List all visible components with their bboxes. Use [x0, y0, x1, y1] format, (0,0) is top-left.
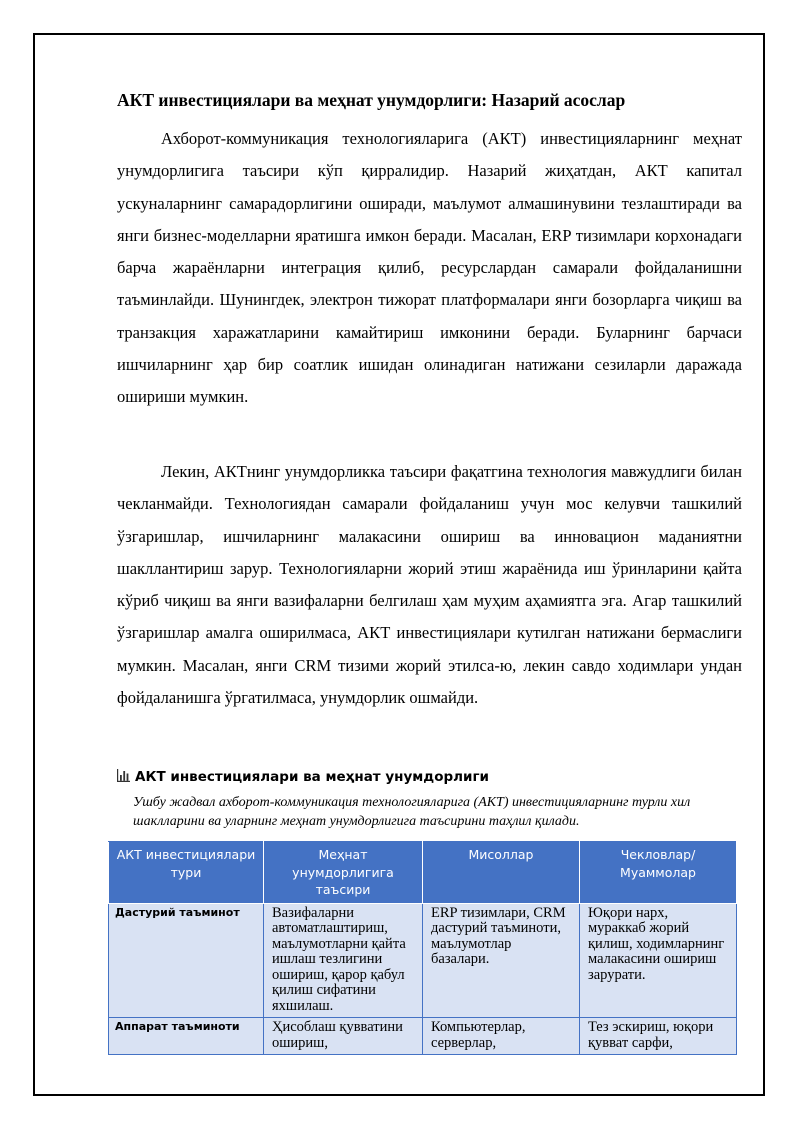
- row-impact: Вазифаларни автоматлаштириш, маълумотларни қайта ишлаш тезлигини ошириш, қарор қабул қилиш сифатини яхшилаш.: [264, 903, 423, 1018]
- header-investment-type: АКТ инвестициялари тури: [109, 842, 264, 904]
- table-header-row: [109, 842, 737, 904]
- table-title-text: АКТ инвестициялари ва меҳнат унумдорлиги: [135, 769, 489, 785]
- ict-investment-table: [108, 841, 737, 1055]
- header-limitations: Чекловлар/ Муаммолар: [580, 842, 737, 904]
- header-productivity-impact: Меҳнат унумдорлигига таъсири: [264, 842, 423, 904]
- table-title: [117, 766, 757, 789]
- row-type: Аппарат таъминоти: [109, 1018, 264, 1055]
- row-examples: Компьютерлар, серверлар,: [423, 1018, 580, 1055]
- row-limitations: Юқори нарх, мураккаб жорий қилиш, ходимларнинг малакасини ошириш зарурати.: [580, 903, 737, 1018]
- row-examples: ERP тизимлари, CRM дастурий таъминоти, маълумотлар базалари.: [423, 903, 580, 1018]
- bar-chart-icon: [117, 767, 130, 789]
- paragraph-2: Лекин, АКТнинг унумдорликка таъсири фақатгина технология мавжудлиги билан чекланмайди. Технологиядан самарали фойдаланиш учун мос келувчи ташкилий ўзгаришлар, ишчиларнинг малакасини ошириш ва инновацион маданиятни шакллантириш зарур. Технологияларни жорий этиш жараёнида иш ўринларини қайта кўриб чиқиш ва янги вазифаларни белгилаш ҳам муҳим аҳамиятга эга. Агар ташкилий ўзгаришлар амалга оширилмаса, АКТ инвестициялари кутилган натижани бермаслиги мумкин. Масалан, янги CRM тизими жорий этилса-ю, лекин савдо ходимлари ундан фойдаланишга ўргатилмаса, унумдорлик ошмайди.: [117, 462, 742, 708]
- paragraph-1: Ахборот-коммуникация технологияларига (АКТ) инвестицияларнинг меҳнат унумдорлигига таъсири кўп қирралидир. Назарий жиҳатдан, АКТ капитал ускуналарнинг самарадорлигини оширади, маълумот алмашинувини тезлаштиради ва янги бизнес-моделларни яратишга имкон беради. Масалан, ERP тизимлари корхонадаги барча жараёнларни интеграция қилиб, ресурслардан самарали фойдаланишни таъминлайди. Шунингдек, электрон тижорат платформалари янги бозорларга чиқиш ва транзакция харажатларини камайтириш имконини беради. Буларнинг барчаси ишчиларнинг ҳар бир соатлик ишидан олинадиган натижани сезиларли даражада ошириши мумкин.: [117, 129, 742, 407]
- table-row: [109, 1018, 737, 1055]
- section-heading: АКТ инвестициялари ва меҳнат унумдорлиги: Назарий асослар: [117, 90, 626, 110]
- row-impact: Ҳисоблаш қувватини ошириш,: [264, 1018, 423, 1055]
- row-type: Дастурий таъминот: [109, 903, 264, 1018]
- table-caption: Ушбу жадвал ахборот-коммуникация технологияларига (АКТ) инвестицияларнинг турли хил шаклларини ва уларнинг меҳнат унумдорлигига таъсирини таҳлил қилади.: [133, 795, 691, 829]
- row-limitations: Тез эскириш, юқори қувват сарфи,: [580, 1018, 737, 1055]
- header-examples: Мисоллар: [423, 842, 580, 904]
- table-row: [109, 903, 737, 1018]
